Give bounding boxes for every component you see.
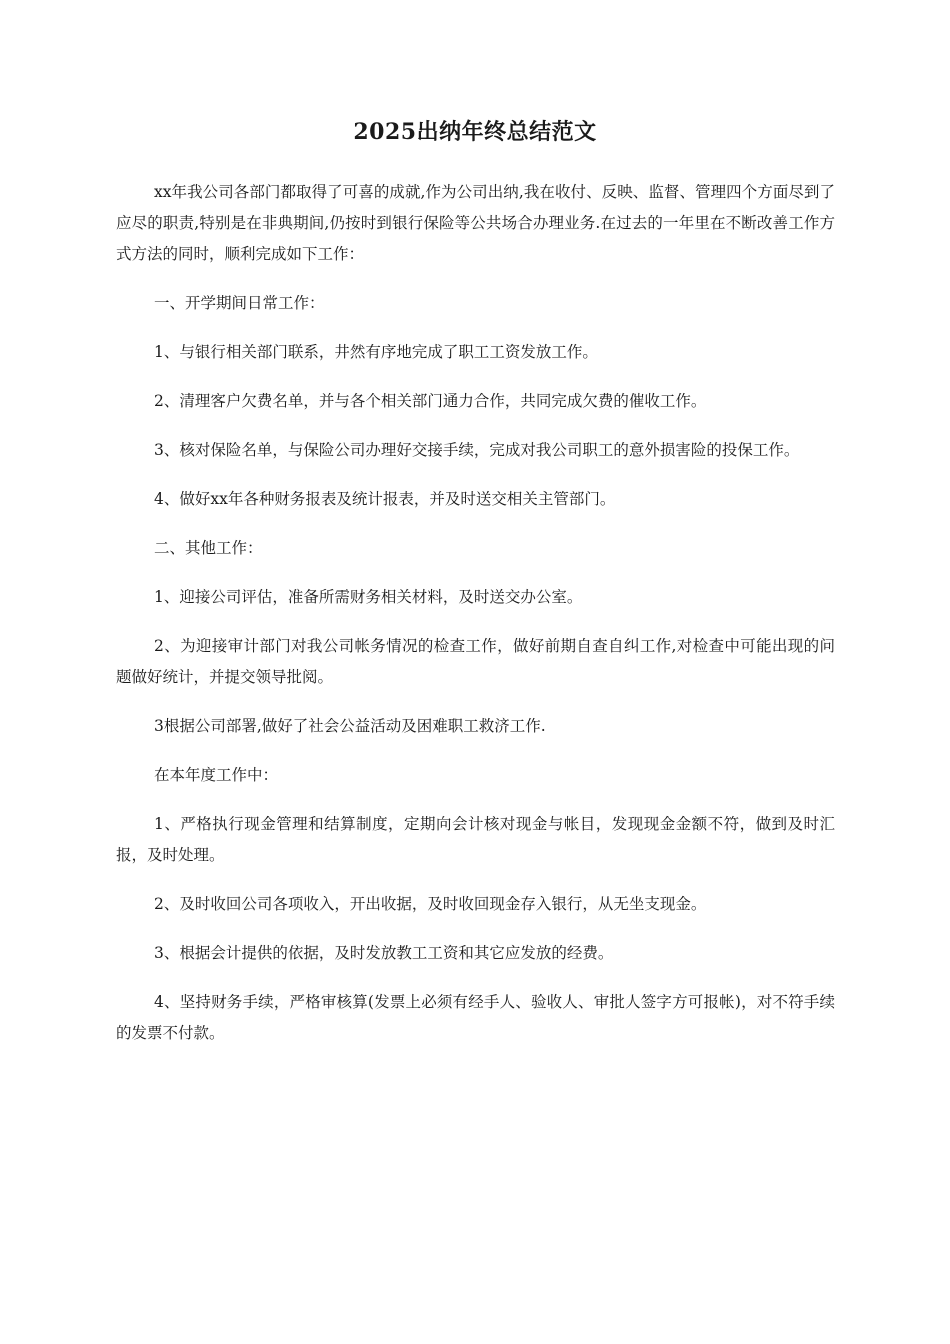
list-item: 4、坚持财务手续，严格审核算(发票上必须有经手人、验收人、审批人签字方可报帐)，对不符手续的发票不付款。 [116, 993, 835, 1042]
list-item: 2、为迎接审计部门对我公司帐务情况的检查工作，做好前期自查自纠工作,对检查中可能出现的问题做好统计，并提交领导批阅。 [116, 637, 835, 686]
section-heading-annual-work: 在本年度工作中： [154, 766, 279, 784]
list-item: 3、核对保险名单，与保险公司办理好交接手续，完成对我公司职工的意外损害险的投保工作。 [154, 441, 800, 459]
section-heading-other-work: 二、其他工作： [154, 539, 263, 557]
section-heading-daily-work: 一、开学期间日常工作： [154, 294, 325, 312]
list-item: 1、与银行相关部门联系，井然有序地完成了职工工资发放工作。 [154, 343, 598, 361]
intro-paragraph: xx年我公司各部门都取得了可喜的成就,作为公司出纳,我在收付、反映、监督、管理四个方面尽到了应尽的职责,特别是在非典期间,仍按时到银行保险等公共场合办理业务.在过去的一年里在不断改善工作方式方法的同时，顺利完成如下工作： [116, 183, 835, 263]
list-item: 3、根据会计提供的依据，及时发放教工工资和其它应发放的经费。 [154, 944, 614, 962]
list-item: 2、及时收回公司各项收入，开出收据，及时收回现金存入银行，从无坐支现金。 [154, 895, 707, 913]
list-item: 1、严格执行现金管理和结算制度，定期向会计核对现金与帐目，发现现金金额不符，做到及时汇报，及时处理。 [116, 815, 835, 864]
list-item: 4、做好xx年各种财务报表及统计报表，并及时送交相关主管部门。 [154, 490, 616, 508]
list-item: 1、迎接公司评估，准备所需财务相关材料，及时送交办公室。 [154, 588, 583, 606]
list-item: 3根据公司部署,做好了社会公益活动及困难职工救济工作. [154, 717, 546, 735]
document-title: 2025出纳年终总结范文 [353, 119, 597, 145]
list-item: 2、清理客户欠费名单，并与各个相关部门通力合作，共同完成欠费的催收工作。 [154, 392, 707, 410]
document-body [116, 177, 835, 1067]
